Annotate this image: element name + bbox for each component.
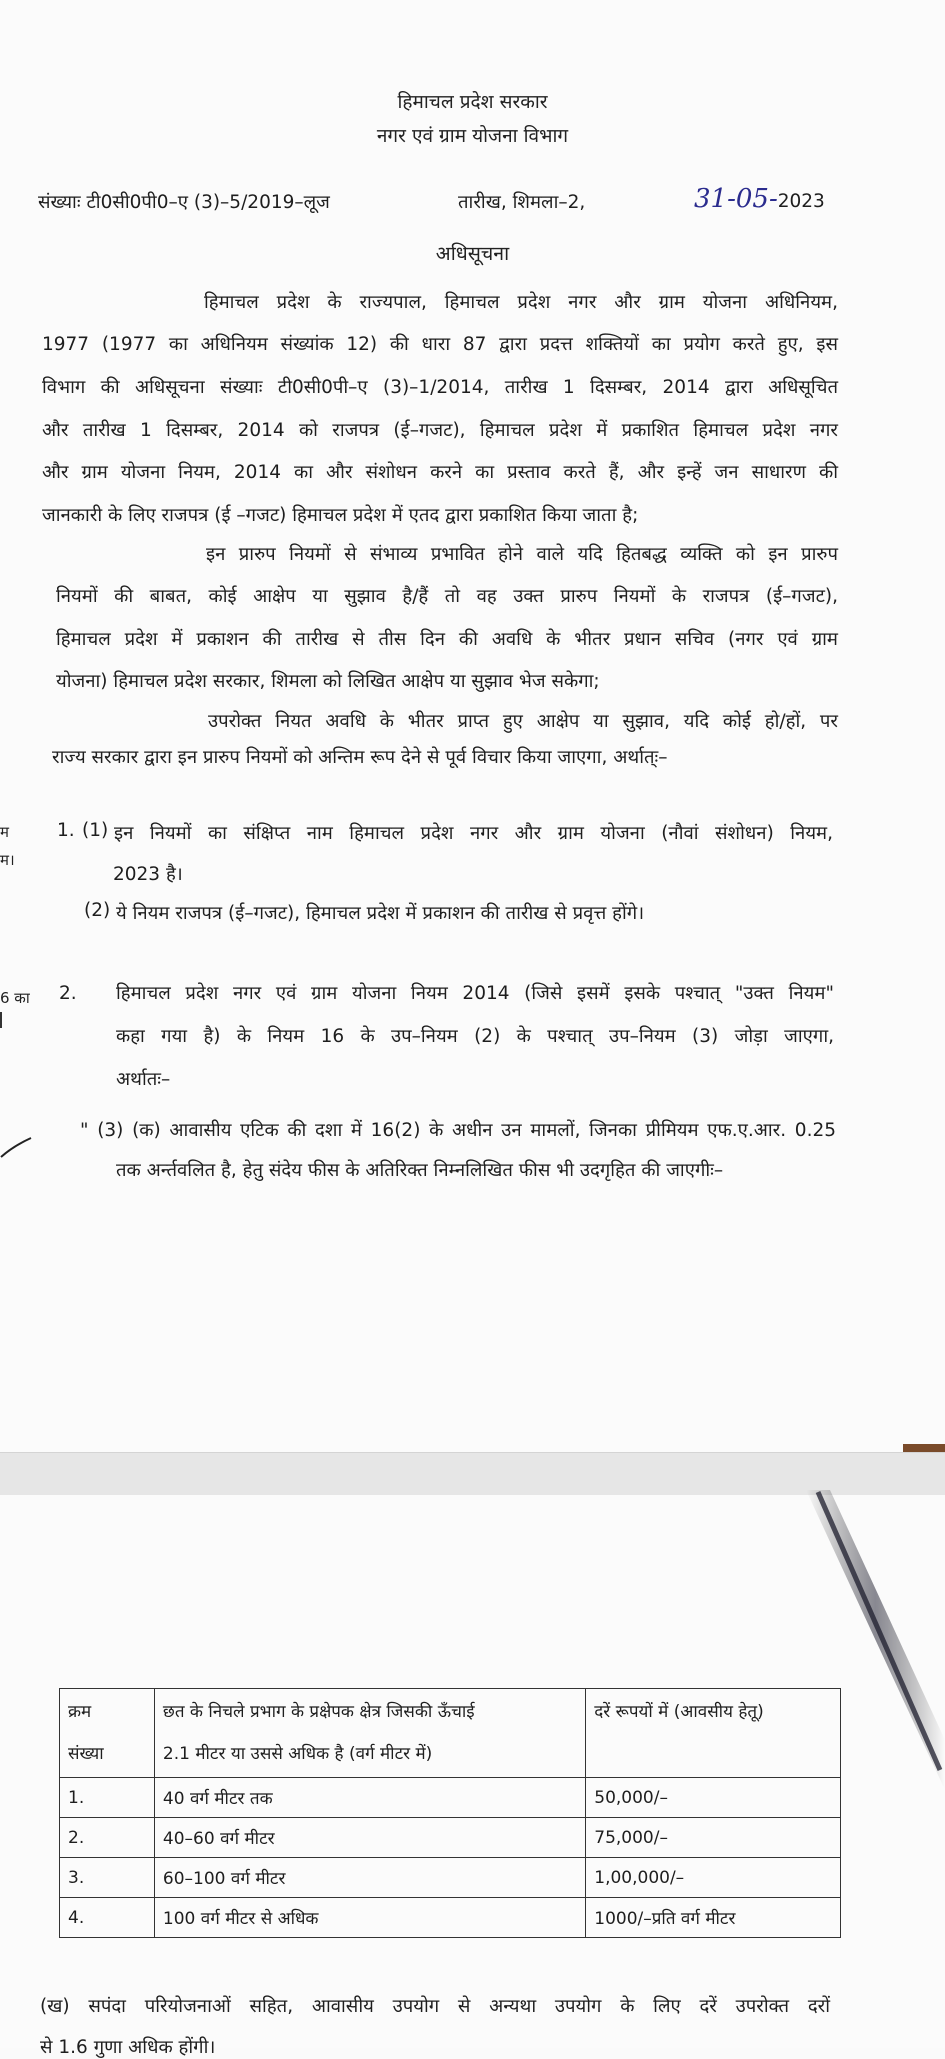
para2-line: नियमों की बाबत, कोई आक्षेप या सुझाव है/हैं तो वह उक्त प्रारुप नियमों के राजपत्र (ई–गजट), (56, 586, 838, 607)
rule1-sub1-line2: 2023 है। (113, 864, 183, 885)
table-header-row (60, 1689, 841, 1778)
header-text: दरें रूपयों में (आवसीय हेतू) (594, 1702, 764, 1722)
margin-note: 6 का (0, 989, 30, 1007)
cell-serial: 1. (60, 1778, 155, 1818)
table-row (60, 1778, 841, 1818)
handwritten-date: 31-05- (694, 184, 778, 214)
rule2-line2: कहा गया है) के नियम 16 के उप–नियम (2) के पश्चात् उप–नियम (3) जोड़ा जाएगा, (116, 1026, 834, 1047)
rule2-line3: अर्थातः– (116, 1069, 171, 1090)
col-rate-header (586, 1689, 841, 1778)
cell-area: 60–100 वर्ग मीटर (154, 1858, 585, 1898)
header-text: 2.1 मीटर या उससे अधिक है (वर्ग मीटर में) (162, 1744, 433, 1764)
margin-note: म। (0, 851, 15, 869)
para1-line: हिमाचल प्रदेश के राज्यपाल, हिमाचल प्रदेश नगर और ग्राम योजना अधिनियम, (204, 292, 838, 313)
cell-rate: 75,000/– (586, 1818, 841, 1858)
notification-title: अधिसूचना (435, 242, 510, 265)
cell-area: 100 वर्ग मीटर से अधिक (154, 1898, 585, 1938)
header-text: क्रम (68, 1702, 92, 1722)
cell-area: 40 वर्ग मीटर तक (154, 1778, 585, 1818)
rule3-line1: " (3) (क) आवासीय एटिक की दशा में 16(2) के अधीन उन मामलों, जिनका प्रीमियम एफ.ए.आर. 0.25 (80, 1120, 836, 1141)
para1-line: और ग्राम योजना नियम, 2014 का और संशोधन करने का प्रस्ताव करते हैं, और इन्हें जन साधारण की (42, 462, 838, 483)
table-row (60, 1818, 841, 1858)
para2-line: योजना) हिमाचल प्रदेश सरकार, शिमला को लिखित आक्षेप या सुझाव भेज सकेगा; (56, 671, 600, 692)
date-year: 2023 (777, 191, 825, 212)
reference-date (694, 184, 825, 214)
para1-line: और तारीख 1 दिसम्बर, 2014 को राजपत्र (ई–गजट), हिमाचल प्रदेश में प्रकाशित हिमाचल प्रदेश नगर (42, 420, 838, 441)
cell-rate: 50,000/– (586, 1778, 841, 1818)
rule1-sub2-line1: ये नियम राजपत्र (ई–गजट), हिमाचल प्रदेश में प्रकाशन की तारीख से प्रवृत्त होंगे। (116, 903, 645, 924)
para1-line: जानकारी के लिए राजपत्र (ई –गजट) हिमाचल प्रदेश में एतद द्वारा प्रकाशित किया जाता है; (42, 505, 639, 526)
header-government: हिमाचल प्रदेश सरकार (397, 91, 548, 113)
header-text: संख्या (68, 1744, 104, 1764)
cell-rate: 1,00,000/– (586, 1858, 841, 1898)
header-department: नगर एवं ग्राम योजना विभाग (376, 125, 569, 147)
col-area-header (154, 1689, 585, 1778)
rule1-sub1-line1: इन नियमों का संक्षिप्त नाम हिमाचल प्रदेश नगर और ग्राम योजना (नौवां संशोधन) नियम, (114, 823, 833, 844)
para3-line: उपरोक्त नियत अवधि के भीतर प्राप्त हुए आक्षेप या सुझाव, यदि कोई हो/हों, पर (208, 711, 838, 732)
cell-serial: 2. (60, 1818, 155, 1858)
rule1-sub1-label: (1) (82, 820, 109, 841)
table-row (60, 1858, 841, 1898)
fee-rate-table (59, 1688, 841, 1938)
para2-line: हिमाचल प्रदेश में प्रकाशन की तारीख से तीस दिन की अवधि के भीतर प्रधान सचिव (नगर एवं ग्राम (56, 629, 838, 650)
rule2-line1: हिमाचल प्रदेश नगर एवं ग्राम योजना नियम 2014 (जिसे इसमें इसके पश्चात् "उक्त नियम" (116, 983, 834, 1004)
cell-rate: 1000/–प्रति वर्ग मीटर (586, 1898, 841, 1938)
reference-place: तारीख, शिमला–2, (458, 192, 586, 213)
col-serial-header (60, 1689, 155, 1778)
para-kh-line1: (ख) सपंदा परियोजनाओं सहित, आवासीय उपयोग से अन्यथा उपयोग के लिए दरें उपरोक्त दरों (40, 1996, 830, 2017)
table-row (60, 1898, 841, 1938)
rule3-line2: तक अर्न्तवलित है, हेतु संदेय फीस के अतिरिक्त निम्नलिखित फीस भी उदगृहित की जाएगीः– (116, 1160, 724, 1181)
header-text: छत के निचले प्रभाग के प्रक्षेपक क्षेत्र जिसकी ऊँचाई (162, 1702, 475, 1722)
margin-mark (0, 1012, 2, 1028)
para3-line: राज्य सरकार द्वारा इन प्रारुप नियमों को अन्तिम रूप देने से पूर्व विचार किया जाएगा, अर्थात्ः– (52, 747, 668, 768)
cell-serial: 4. (60, 1898, 155, 1938)
margin-arrow-stroke (0, 1135, 34, 1159)
rule2-number: 2. (59, 983, 77, 1004)
para2-line: इन प्रारुप नियमों से संभाव्य प्रभावित होने वाले यदि हितबद्ध व्यक्ति को इन प्रारुप (206, 544, 838, 565)
rule1-number: 1. (57, 820, 75, 841)
staple-mark (903, 1444, 945, 1452)
margin-note: म (0, 823, 9, 841)
rule1-sub2-label: (2) (84, 900, 111, 921)
cell-serial: 3. (60, 1858, 155, 1898)
para1-line: विभाग की अधिसूचना संख्याः टी0सी0पी–ए (3)–1/2014, तारीख 1 दिसम्बर, 2014 द्वारा अधिसूचित (42, 377, 838, 398)
reference-number: संख्याः टी0सी0पी0–ए (3)–5/2019–लूज (38, 192, 330, 213)
para-kh-line2: से 1.6 गुणा अधिक होंगी। (40, 2037, 216, 2058)
para1-line: 1977 (1977 का अधिनियम संख्यांक 12) की धारा 87 द्वारा प्रदत्त शक्तियों का प्रयोग करते हुए, इस (42, 334, 838, 355)
cell-area: 40–60 वर्ग मीटर (154, 1818, 585, 1858)
